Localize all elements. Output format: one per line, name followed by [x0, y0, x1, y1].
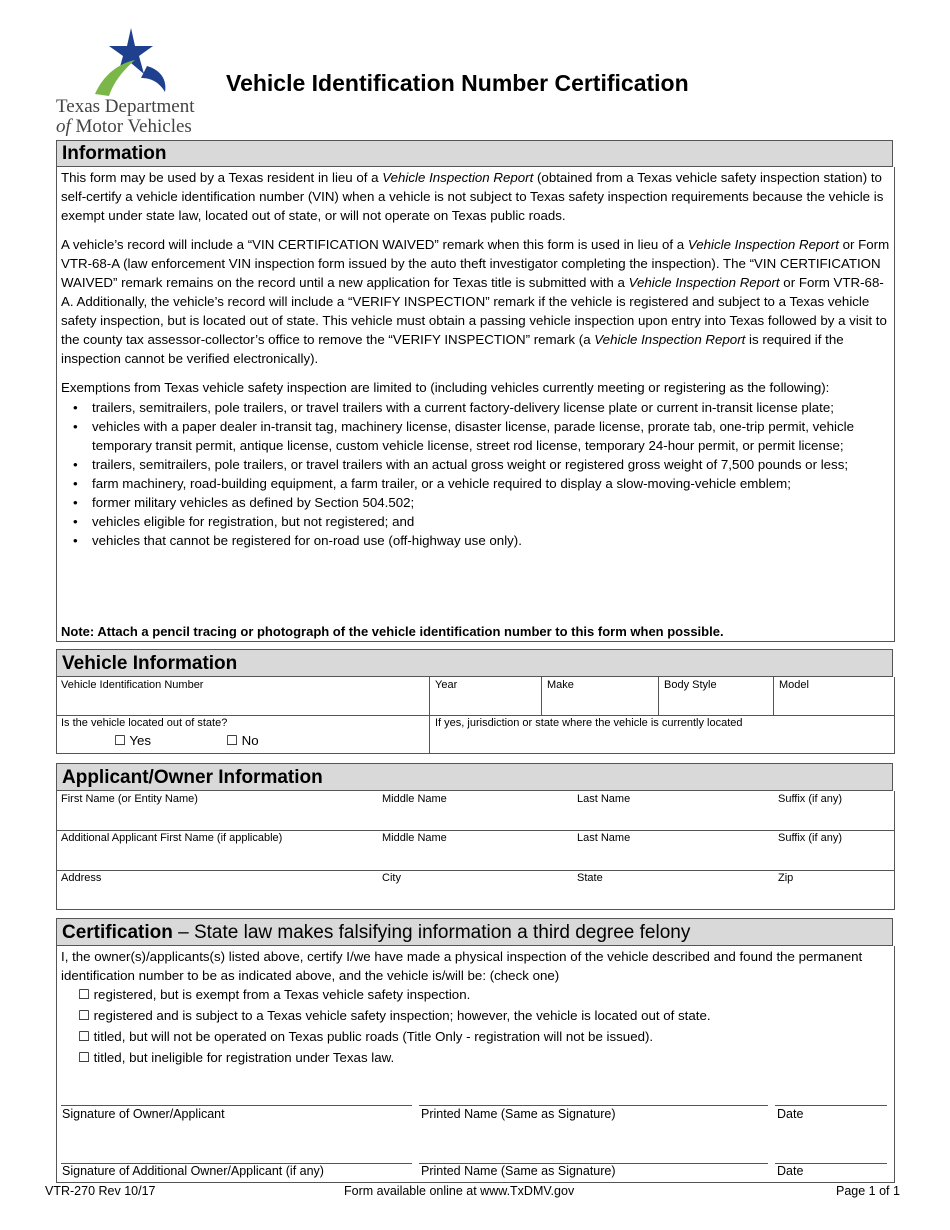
owner-signature-field[interactable]: Signature of Owner/Applicant	[62, 1107, 225, 1121]
applicant-box	[56, 791, 895, 910]
exemption-item: • trailers, semitrailers, pole trailers, or travel trailers with a current factory-delivery license plate or current in-transit license plate;	[61, 398, 881, 417]
exemption-item: • vehicles with a paper dealer in-transit tag, machinery license, disaster license, parade license, prorate tab, one-trip permit, vehicle temporary transit permit, antique license, custom vehicle license, street rod license, temporary 24-hour permit, or permit license;	[61, 417, 881, 455]
exemptions-intro: Exemptions from Texas vehicle safety inspection are limited to (including vehicles currently meeting or registering as the following):	[61, 380, 830, 395]
option-registered-out-of-state[interactable]: ☐ registered and is subject to a Texas vehicle safety inspection; however, the vehicle is located out of state.	[78, 1008, 711, 1023]
additional-last-name-field[interactable]: Last Name	[577, 832, 631, 844]
option-ineligible[interactable]: ☐ titled, but ineligible for registration under Texas law.	[78, 1050, 395, 1065]
exemption-item: • trailers, semitrailers, pole trailers, or travel trailers with an actual gross weight or registered gross weight of 7,500 pounds or less;	[61, 455, 881, 474]
applicant-heading: Applicant/Owner Information	[56, 763, 893, 791]
online-availability: Form available online at www.TxDMV.gov	[344, 1184, 575, 1198]
first-name-field[interactable]: First Name (or Entity Name)	[61, 793, 198, 805]
exemption-item: • farm machinery, road-building equipment, a farm trailer, or a vehicle required to display a slow-moving-vehicle emblem;	[61, 474, 881, 493]
info-paragraph-1: This form may be used by a Texas resident in lieu of a Vehicle Inspection Report (obtained from a Texas vehicle safety inspection station) to self-certify a vehicle identification number (VIN) when a vehicle is not subject to Texas safety inspection requirements because the vehicle is exempt under state law, located out of state, or will not operate on Texas public roads.	[61, 170, 884, 223]
state-field[interactable]: State	[577, 872, 603, 884]
jurisdiction-field[interactable]: If yes, jurisdiction or state where the vehicle is currently located	[435, 717, 743, 729]
additional-owner-signature-field[interactable]: Signature of Additional Owner/Applicant (if any)	[62, 1164, 324, 1178]
zip-field[interactable]: Zip	[778, 872, 794, 884]
exemption-item: • former military vehicles as defined by Section 504.502;	[61, 493, 881, 512]
certification-heading: Certification – State law makes falsifying information a third degree felony	[56, 918, 893, 946]
exemptions-list	[61, 398, 881, 550]
additional-printed-name-field[interactable]: Printed Name (Same as Signature)	[421, 1164, 616, 1178]
page-title: Vehicle Identification Number Certification	[226, 70, 689, 96]
suffix-field[interactable]: Suffix (if any)	[778, 793, 842, 805]
out-of-state-question: Is the vehicle located out of state?	[61, 717, 228, 729]
last-name-field[interactable]: Last Name	[577, 793, 631, 805]
middle-name-field[interactable]: Middle Name	[382, 793, 447, 805]
info-paragraph-2: A vehicle’s record will include a “VIN CERTIFICATION WAIVED” remark when this form is used in lieu of a Vehicle Inspection Report or Form VTR-68-A (law enforcement VIN inspection form issued by the auto theft investigator completing the inspection). The “VIN CERTIFICATION WAIVED” remark remains on the record until a new application for Texas title is submitted with a Vehicle Inspection Report or Form VTR-68-A. Additionally, the vehicle’s record will include a “VERIFY INSPECTION” remark if the vehicle is registered and subject to a Texas vehicle safety inspection, but is located out of state. This vehicle must obtain a passing vehicle inspection upon entry into Texas followed by a visit to the county tax assessor-collector’s office to remove the “VERIFY INSPECTION” remark (a Vehicle Inspection Report is required if the inspection cannot be verified electronically).	[61, 237, 890, 366]
option-title-only[interactable]: ☐ titled, but will not be operated on Texas public roads (Title Only - registration will not be issued).	[78, 1029, 654, 1044]
information-heading: Information	[56, 140, 893, 167]
city-field[interactable]: City	[382, 872, 401, 884]
year-field[interactable]: Year	[435, 679, 458, 691]
make-field[interactable]: Make	[547, 679, 574, 691]
body-style-field[interactable]: Body Style	[664, 679, 717, 691]
logo-green-swoosh	[95, 60, 135, 96]
additional-suffix-field[interactable]: Suffix (if any)	[778, 832, 842, 844]
certification-statement: I, the owner(s)/applicants(s) listed above, certify I/we have made a physical inspection of the vehicle described and found the permanent identification number to be as indicated above, and the vehicle is/will be: (check one)	[61, 949, 863, 983]
no-checkbox[interactable]: ☐ No	[226, 733, 259, 748]
exemption-item: • vehicles eligible for registration, but not registered; and	[61, 512, 881, 531]
additional-date-field[interactable]: Date	[777, 1164, 804, 1178]
vehicle-heading: Vehicle Information	[56, 649, 893, 677]
date-field[interactable]: Date	[777, 1107, 804, 1121]
printed-name-field[interactable]: Printed Name (Same as Signature)	[421, 1107, 616, 1121]
logo-star	[109, 28, 153, 74]
logo-text-line1: Texas Department	[56, 96, 195, 117]
vin-field[interactable]: Vehicle Identification Number	[61, 679, 204, 691]
address-field[interactable]: Address	[61, 872, 102, 884]
option-registered-exempt[interactable]: ☐ registered, but is exempt from a Texas vehicle safety inspection.	[78, 987, 471, 1002]
logo-text-line2: of Motor Vehicles	[56, 116, 192, 137]
exemption-item: • vehicles that cannot be registered for on-road use (off-highway use only).	[61, 531, 881, 550]
additional-middle-name-field[interactable]: Middle Name	[382, 832, 447, 844]
form-id: VTR-270 Rev 10/17	[45, 1184, 156, 1198]
yes-checkbox[interactable]: ☐ Yes	[114, 733, 152, 748]
additional-first-name-field[interactable]: Additional Applicant First Name (if applicable)	[61, 832, 283, 844]
page-number: Page 1 of 1	[836, 1184, 900, 1198]
attach-note: Note: Attach a pencil tracing or photograph of the vehicle identification number to this form when possible.	[61, 624, 724, 639]
model-field[interactable]: Model	[779, 679, 809, 691]
logo-blue-crescent	[141, 66, 165, 92]
